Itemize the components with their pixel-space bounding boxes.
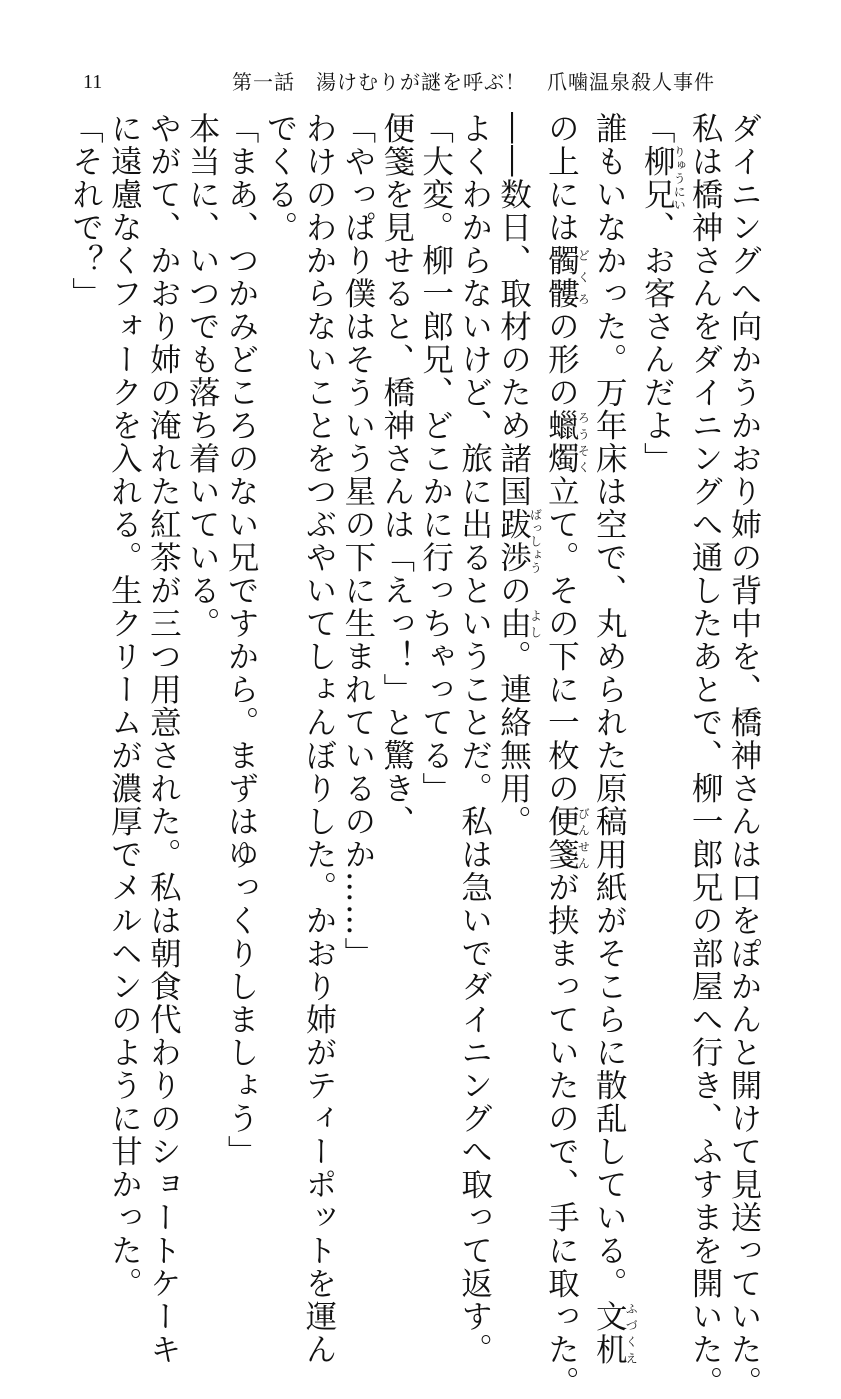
body-text	[66, 112, 763, 1399]
furigana-word: 文机ふづくえ	[591, 1300, 639, 1366]
furigana-reading: りゅうにい	[672, 145, 687, 211]
running-header: 第一話 湯けむりが謎を呼ぶ！ 爪噛温泉殺人事件	[232, 70, 715, 94]
text-line: でくる。	[262, 112, 299, 244]
text-line: に遠慮なくフォークを入れる。生クリームが濃厚でメルヘンのように甘かった。	[106, 112, 143, 1300]
text-line: 「柳兄りゅうにい、お客さんだよ」	[639, 112, 687, 475]
page-number: 11	[83, 71, 103, 93]
furigana-reading: ろうそく	[576, 409, 591, 475]
text-line: 「それで？」	[67, 112, 104, 310]
text-line: 「やっぱり僕はそういう星の下に生まれているのか……」	[339, 112, 376, 970]
text-line: 「まあ、つかみどころのない兄ですから。まずはゆっくりしましょう」	[223, 112, 260, 1168]
text-line: 本当に、いつでも落ち着いている。	[184, 112, 221, 640]
furigana-word: 蠟燭ろうそく	[543, 409, 591, 475]
furigana-word: 便箋びんせん	[543, 805, 591, 871]
furigana-word: 跋渉ばっしょう	[495, 508, 543, 574]
furigana-reading: びんせん	[576, 805, 591, 871]
text-line: 「大変。柳一郎兄、どこかに行っちゃってる」	[417, 112, 454, 805]
text-line: わけのわからないことをつぶやいてしょんぼりした。かおり姉がティーポットを運ん	[300, 112, 337, 1366]
text-line: よくわからないけど、旅に出るということだ。私は急いでダイニングへ取って返す。	[456, 112, 493, 1366]
furigana-reading: よし	[528, 607, 543, 640]
furigana-reading: どくろ	[576, 244, 591, 310]
text-line: の上には髑髏どくろの形の蠟燭ろうそく立て。その下に一枚の便箋びんせんが挟まっていたので、手に取った。	[543, 112, 591, 1399]
text-line: ダイニングへ向かうかおり姉の背中を、橋神さんは口をぽかんと開けて見送っていた。	[726, 112, 762, 1399]
furigana-word: 髑髏どくろ	[543, 244, 591, 310]
furigana-reading: ふづくえ	[624, 1300, 639, 1366]
text-line: 誰もいなかった。万年床は空で、丸められた原稿用紙がそこらに散乱している。文机ふづくえ	[591, 112, 639, 1366]
furigana-word: 由よし	[495, 607, 543, 640]
text-line: 便箋を見せると、橋神さんは「えっ！」と驚き、	[378, 112, 415, 838]
furigana-word: 柳兄りゅうにい	[639, 145, 687, 211]
furigana-reading: ばっしょう	[528, 508, 543, 574]
text-line: 私は橋神さんをダイニングへ通したあとで、柳一郎兄の部屋へ行き、ふすまを開いた。	[687, 112, 724, 1399]
text-line: やがて、かおり姉の淹れた紅茶が三つ用意された。私は朝食代わりのショートケーキ	[145, 112, 182, 1366]
text-line: ――数日、取材のため諸国跋渉ばっしょうの由よし。連絡無用。	[495, 112, 543, 838]
